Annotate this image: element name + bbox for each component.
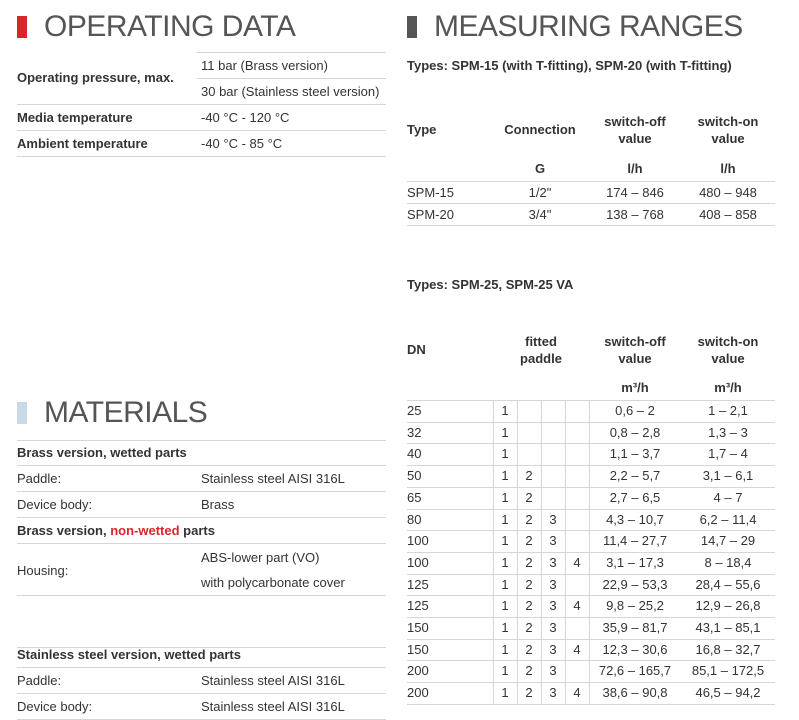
t1-row-off: 138 – 768 <box>606 207 664 222</box>
t1-row-connection: 1/2" <box>528 185 552 200</box>
t1-row-type: SPM-20 <box>407 207 454 222</box>
housing-value-2: with polycarbonate cover <box>201 575 345 590</box>
types1-title: Types: SPM-15 (with T-fitting), SPM-20 (with T-fitting) <box>407 58 732 73</box>
t1-header-connection: Connection <box>504 122 576 137</box>
media-temp-label: Media temperature <box>17 110 133 125</box>
brass-wetted-heading: Brass version, wetted parts <box>17 445 187 460</box>
t2-row-rule <box>407 574 775 575</box>
t2-cell-paddle: 1 <box>501 641 509 657</box>
materials-heading <box>17 396 207 430</box>
t2-cell-paddle: 1 <box>501 468 509 484</box>
t2-cell-dn: 50 <box>407 468 422 484</box>
t1-row-on: 480 – 948 <box>699 185 757 200</box>
t2-cell-paddle: 1 <box>501 554 509 570</box>
ss-wetted-heading: Stainless steel version, wetted parts <box>17 647 241 662</box>
blue-accent-bar <box>17 402 27 424</box>
t2-row-rule <box>407 595 775 596</box>
t2-cell-paddle: 2 <box>525 685 533 701</box>
t2-column-rule <box>541 400 542 704</box>
t2-cell-dn: 40 <box>407 446 422 462</box>
t2-cell-paddle: 1 <box>501 403 509 418</box>
range-table-2 <box>407 330 775 718</box>
t2-cell-on: 1,7 – 4 <box>708 446 748 462</box>
t2-cell-paddle: 1 <box>501 620 509 635</box>
t1-row-on: 408 – 858 <box>699 207 757 222</box>
t2-row-rule <box>407 422 775 423</box>
t2-cell-on: 12,9 – 26,8 <box>695 598 761 614</box>
housing-label: Housing: <box>17 563 69 578</box>
t2-row-rule <box>407 682 775 683</box>
pressure-value-ss: 30 bar (Stainless steel version) <box>201 84 380 99</box>
operating-heading <box>17 10 295 44</box>
t2-cell-paddle: 2 <box>525 641 533 657</box>
t2-cell-paddle: 3 <box>549 685 557 701</box>
t2-row-rule <box>407 552 775 553</box>
t2-cell-dn: 100 <box>407 533 429 549</box>
t2-cell-on: 1 – 2,1 <box>708 403 748 418</box>
t2-cell-paddle: 1 <box>501 446 509 462</box>
t2-cell-paddle: 3 <box>549 663 557 679</box>
t2-cell-paddle: 4 <box>573 641 581 657</box>
t2-cell-off: 35,9 – 81,7 <box>602 620 668 635</box>
t2-cell-paddle: 2 <box>525 620 533 635</box>
t2-cell-paddle: 1 <box>501 511 509 527</box>
t2-column-rule <box>517 400 518 704</box>
t2-cell-paddle: 2 <box>525 576 533 592</box>
t2-cell-paddle: 2 <box>525 533 533 549</box>
t2-cell-dn: 25 <box>407 403 422 418</box>
media-temp-value: -40 °C - 120 °C <box>201 110 290 125</box>
ambient-temp-value: -40 °C - 85 °C <box>201 136 283 151</box>
t2-cell-paddle: 1 <box>501 489 509 505</box>
t2-cell-paddle: 1 <box>501 424 509 440</box>
materials-table <box>17 440 386 720</box>
range-table-1 <box>407 110 775 228</box>
pressure-value-brass: 11 bar (Brass version) <box>201 58 328 73</box>
types2-title: Types: SPM-25, SPM-25 VA <box>407 277 574 292</box>
nonwetted-highlight: non-wetted <box>110 523 180 538</box>
t2-cell-paddle: 3 <box>549 620 557 635</box>
brass-body-label: Device body: <box>17 497 93 512</box>
t2-cell-dn: 150 <box>407 620 429 635</box>
t2-cell-paddle: 3 <box>549 533 557 549</box>
t2-cell-off: 11,4 – 27,7 <box>602 533 668 549</box>
t1-header-on-1: switch-on <box>697 114 759 129</box>
t1-header-off-2: value <box>618 131 652 146</box>
t2-cell-paddle: 1 <box>501 685 509 701</box>
t2-cell-paddle: 4 <box>573 685 581 701</box>
t1-header-type: Type <box>407 122 437 137</box>
brass-paddle-value: Stainless steel AISI 316L <box>201 471 345 486</box>
operating-title: OPERATING DATA <box>44 10 296 43</box>
t2-cell-off: 38,6 – 90,8 <box>602 685 668 701</box>
ss-paddle-value: Stainless steel AISI 316L <box>201 673 345 688</box>
t2-column-rule <box>493 400 494 704</box>
t2-cell-dn: 65 <box>407 489 422 505</box>
t2-row-rule <box>407 487 775 488</box>
t2-cell-paddle: 2 <box>525 468 533 484</box>
t2-cell-off: 9,8 – 25,2 <box>606 598 664 614</box>
t1-unit-off: l/h <box>627 161 643 176</box>
t2-header-on-2: value <box>711 351 745 366</box>
t2-cell-off: 0,8 – 2,8 <box>609 424 661 440</box>
t2-cell-on: 6,2 – 11,4 <box>699 511 757 527</box>
t2-cell-off: 1,1 – 3,7 <box>609 446 661 462</box>
t2-cell-paddle: 3 <box>549 598 557 614</box>
t2-unit-off: m³/h <box>621 380 649 395</box>
t2-cell-paddle: 2 <box>525 511 533 527</box>
t2-header-off-2: value <box>618 351 652 366</box>
t2-cell-paddle: 3 <box>549 641 557 657</box>
t2-cell-paddle: 3 <box>549 576 557 592</box>
t2-cell-dn: 125 <box>407 598 429 614</box>
t1-header-on-2: value <box>711 131 745 146</box>
red-accent-bar <box>17 16 27 38</box>
t2-cell-paddle: 2 <box>525 598 533 614</box>
dark-accent-bar <box>407 16 417 38</box>
t2-cell-paddle: 1 <box>501 663 509 679</box>
t2-row-rule <box>407 465 775 466</box>
t2-cell-paddle: 4 <box>573 598 581 614</box>
t2-row-rule <box>407 530 775 531</box>
ss-body-value: Stainless steel AISI 316L <box>201 699 345 714</box>
t1-unit-on: l/h <box>720 161 736 176</box>
t1-row-type: SPM-15 <box>407 185 454 200</box>
pressure-label: Operating pressure, max. <box>17 70 174 85</box>
measuring-heading <box>407 10 743 44</box>
materials-title: MATERIALS <box>44 396 208 429</box>
t2-column-rule <box>565 400 566 704</box>
t1-row-connection: 3/4" <box>528 207 552 222</box>
t2-cell-on: 8 – 18,4 <box>704 554 752 570</box>
t2-cell-on: 46,5 – 94,2 <box>695 685 761 701</box>
measuring-title: MEASURING RANGES <box>434 10 743 43</box>
t2-column-rule <box>589 400 590 704</box>
t2-cell-paddle: 4 <box>573 554 581 570</box>
t2-header-paddle-2: paddle <box>520 351 562 366</box>
t2-cell-off: 2,7 – 6,5 <box>609 489 661 505</box>
t1-header-off-1: switch-off <box>604 114 666 129</box>
t2-cell-dn: 200 <box>407 663 429 679</box>
t2-cell-dn: 150 <box>407 641 429 657</box>
t2-cell-paddle: 2 <box>525 554 533 570</box>
t2-cell-off: 3,1 – 17,3 <box>606 554 664 570</box>
t2-cell-on: 28,4 – 55,6 <box>695 576 761 592</box>
t2-cell-off: 12,3 – 30,6 <box>602 641 668 657</box>
t2-row-rule <box>407 509 775 510</box>
t2-row-rule <box>407 704 775 705</box>
t2-cell-on: 1,3 – 3 <box>708 424 748 440</box>
nonwetted-suffix: parts <box>179 523 215 538</box>
t2-row-rule <box>407 617 775 618</box>
ss-paddle-label: Paddle: <box>17 673 62 688</box>
t2-header-paddle-1: fitted <box>525 334 557 349</box>
t2-row-rule <box>407 443 775 444</box>
brass-paddle-label: Paddle: <box>17 471 62 486</box>
t2-cell-paddle: 3 <box>549 554 557 570</box>
t2-header-dn: DN <box>407 342 426 357</box>
t2-cell-paddle: 2 <box>525 663 533 679</box>
t2-cell-dn: 100 <box>407 554 429 570</box>
t2-cell-on: 16,8 – 32,7 <box>695 641 761 657</box>
brass-body-value: Brass <box>201 497 235 512</box>
t2-cell-paddle: 2 <box>525 489 533 505</box>
t2-cell-on: 4 – 7 <box>713 489 743 505</box>
housing-value-1: ABS-lower part (VO) <box>201 550 320 565</box>
t2-cell-dn: 32 <box>407 424 422 440</box>
nonwetted-prefix: Brass version, <box>17 523 111 538</box>
t2-cell-off: 72,6 – 165,7 <box>598 663 672 679</box>
t2-cell-paddle: 3 <box>549 511 557 527</box>
operating-table <box>17 52 386 157</box>
t2-cell-off: 2,2 – 5,7 <box>609 468 661 484</box>
t2-cell-dn: 125 <box>407 576 429 592</box>
t2-cell-paddle: 1 <box>501 576 509 592</box>
t2-cell-paddle: 1 <box>501 533 509 549</box>
t2-cell-paddle: 1 <box>501 598 509 614</box>
ss-body-label: Device body: <box>17 699 93 714</box>
t2-row-rule <box>407 639 775 640</box>
t2-cell-on: 3,1 – 6,1 <box>702 468 754 484</box>
t2-header-off-1: switch-off <box>604 334 666 349</box>
t2-row-rule <box>407 660 775 661</box>
t2-row-rule <box>407 400 775 401</box>
t1-unit-connection: G <box>534 161 546 176</box>
t2-header-on-1: switch-on <box>697 334 759 349</box>
brass-nonwetted-heading <box>17 523 215 538</box>
ambient-temp-label: Ambient temperature <box>17 136 148 151</box>
t2-cell-off: 22,9 – 53,3 <box>602 576 668 592</box>
t2-unit-on: m³/h <box>714 380 742 395</box>
t2-cell-on: 14,7 – 29 <box>700 533 756 549</box>
t1-row-off: 174 – 846 <box>606 185 664 200</box>
t2-cell-dn: 200 <box>407 685 429 701</box>
t2-cell-off: 4,3 – 10,7 <box>606 511 664 527</box>
t2-cell-off: 0,6 – 2 <box>615 403 655 418</box>
t2-cell-on: 43,1 – 85,1 <box>695 620 761 635</box>
t2-cell-dn: 80 <box>407 511 422 527</box>
t2-cell-on: 85,1 – 172,5 <box>691 663 765 679</box>
